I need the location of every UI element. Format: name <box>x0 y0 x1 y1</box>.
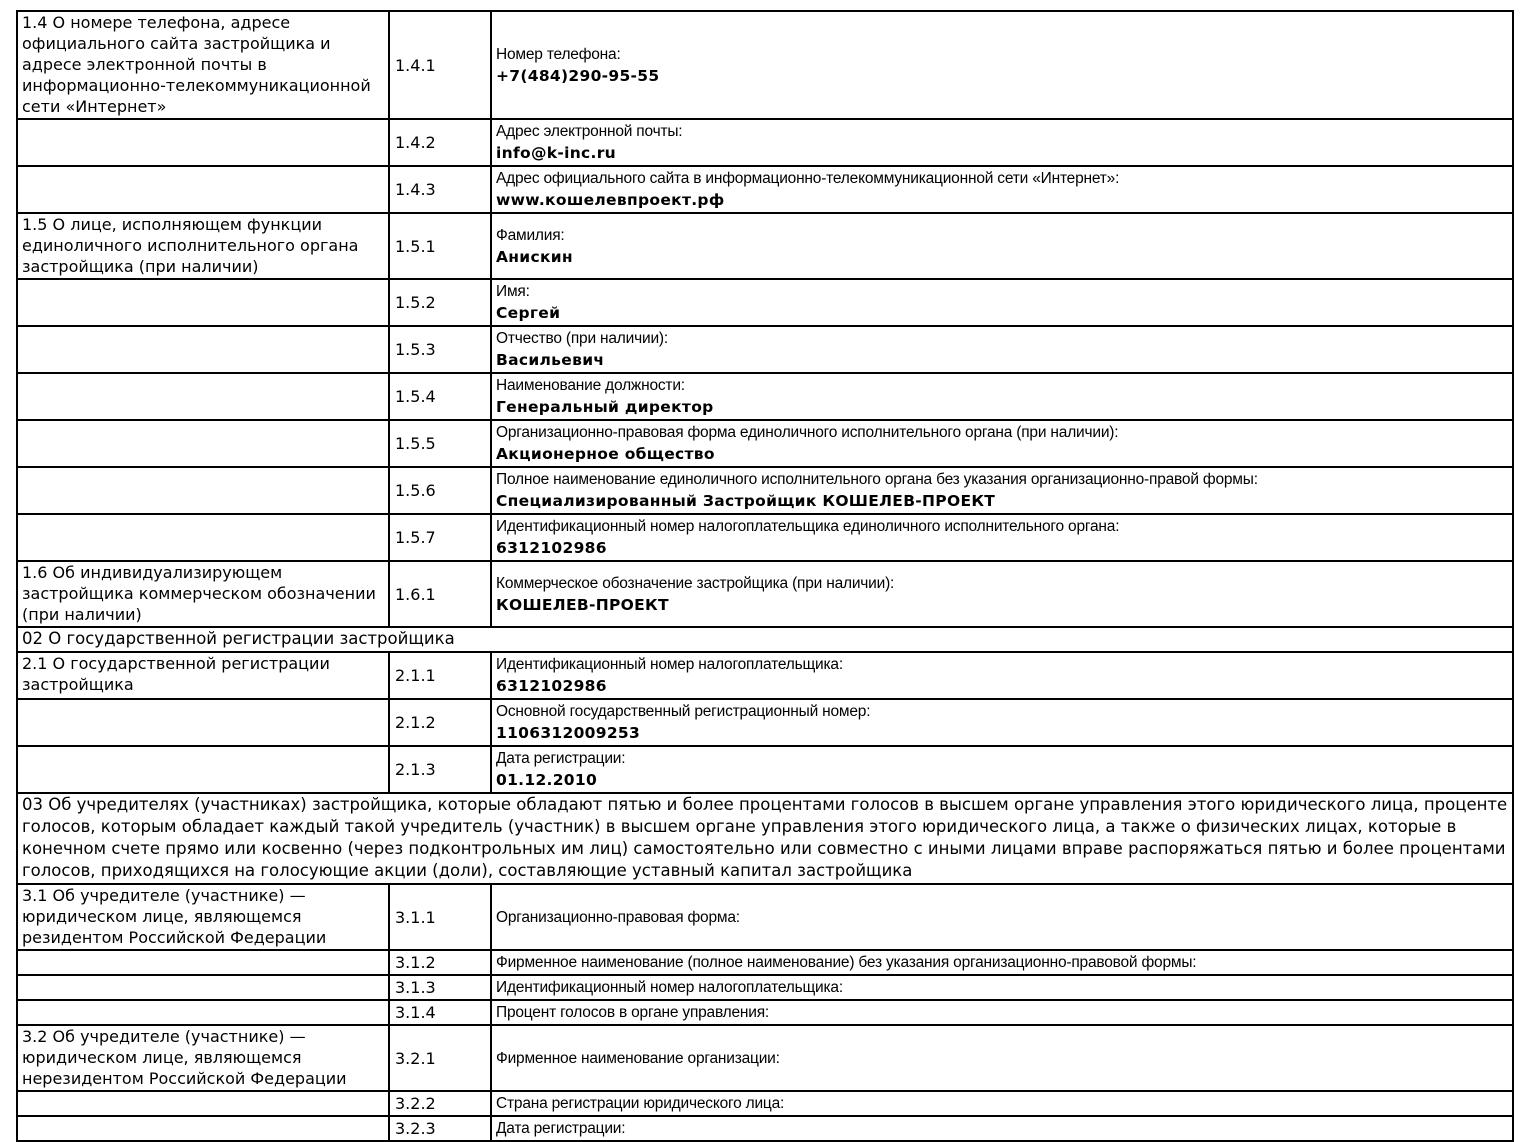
field-label: Процент голосов в органе управления: <box>496 1004 770 1021</box>
item-content-cell <box>491 166 1513 213</box>
section-title-cell: 3.1 Об учредителе (участнике) — юридическом лице, являющемся резидентом Российской Федерации <box>17 884 389 950</box>
item-number-cell: 2.1.1 <box>389 652 491 699</box>
item-number-cell: 1.4.1 <box>389 11 491 119</box>
section-title-cell: 1.6 Об индивидуализирующем застройщика коммерческом обозначении (при наличии) <box>17 561 389 627</box>
field-value: КОШЕЛЕВ-ПРОЕКТ <box>496 595 669 614</box>
item-number-cell: 3.2.1 <box>389 1025 491 1091</box>
field-label: Номер телефона: <box>496 45 621 63</box>
field-label: Страна регистрации юридического лица: <box>496 1095 785 1112</box>
section-title-cell <box>17 1116 389 1141</box>
table-row <box>17 279 1513 326</box>
item-content-cell <box>491 467 1513 514</box>
field-label: Полное наименование единоличного исполнительного органа без указания организационно-правой формы: <box>496 471 1258 488</box>
section-title-cell <box>17 420 389 467</box>
table-row <box>17 699 1513 746</box>
field-label: Основной государственный регистрационный номер: <box>496 703 871 720</box>
item-content-cell <box>491 652 1513 699</box>
field-label: Имя: <box>496 283 530 300</box>
item-number-cell: 1.5.2 <box>389 279 491 326</box>
item-content-cell <box>491 1025 1513 1091</box>
item-content-cell <box>491 1000 1513 1025</box>
section-title-cell <box>17 119 389 166</box>
field-label: Отчество (при наличии): <box>496 330 668 347</box>
item-number-cell: 1.5.4 <box>389 373 491 420</box>
table-row <box>17 11 1513 119</box>
item-number-cell: 1.5.7 <box>389 514 491 561</box>
item-content-cell <box>491 1116 1513 1141</box>
field-label: Организационно-правовая форма: <box>496 908 740 926</box>
declaration-table <box>16 10 1514 1142</box>
item-content-cell <box>491 699 1513 746</box>
field-value: Васильевич <box>496 351 605 369</box>
section-title-cell <box>17 975 389 1000</box>
item-number-cell: 3.2.3 <box>389 1116 491 1141</box>
item-number-cell: 1.5.5 <box>389 420 491 467</box>
item-number-cell: 3.1.2 <box>389 950 491 975</box>
item-number-cell: 3.1.1 <box>389 884 491 950</box>
item-content-cell <box>491 213 1513 279</box>
item-number-cell: 1.5.6 <box>389 467 491 514</box>
field-value: www.кошелевпроект.рф <box>496 191 725 209</box>
item-content-cell <box>491 279 1513 326</box>
section-header-row <box>17 793 1513 884</box>
item-number-cell: 2.1.3 <box>389 746 491 793</box>
field-label: Идентификационный номер налогоплательщика единоличного исполнительного органа: <box>496 518 1120 535</box>
item-number-cell: 2.1.2 <box>389 699 491 746</box>
item-number-cell: 1.4.3 <box>389 166 491 213</box>
field-label: Фирменное наименование организации: <box>496 1049 780 1067</box>
item-content-cell <box>491 119 1513 166</box>
section-title-cell <box>17 699 389 746</box>
table-row <box>17 373 1513 420</box>
item-content-cell <box>491 1091 1513 1116</box>
item-content-cell <box>491 326 1513 373</box>
item-number-cell: 1.4.2 <box>389 119 491 166</box>
section-title-cell <box>17 279 389 326</box>
item-number-cell: 1.6.1 <box>389 561 491 627</box>
table-row <box>17 467 1513 514</box>
item-content-cell <box>491 884 1513 950</box>
table-row <box>17 326 1513 373</box>
table-row <box>17 1025 1513 1091</box>
section-header-cell: 03 Об учредителях (участниках) застройщика, которые обладают пятью и более процентами голосов в высшем органе управления этого юридического лица, проценте голосов, которым обладает каждый такой учредитель (участник) в высшем органе управления этого юридического лица, а также о физических лицах, которые в конечном счете прямо или косвенно (через подконтрольных им лиц) самостоятельно или совместно с иными лицами вправе распоряжаться пятью и более процентами голосов, приходящихся на голосующие акции (доли), составляющие уставный капитал застройщика <box>17 793 1513 884</box>
section-title-cell: 2.1 О государственной регистрации застройщика <box>17 652 389 699</box>
declaration-table-body <box>17 11 1513 1141</box>
table-row <box>17 213 1513 279</box>
section-title-cell <box>17 1000 389 1025</box>
field-value: Специализированный Застройщик КОШЕЛЕВ-ПРОЕКТ <box>496 492 996 510</box>
table-row <box>17 1116 1513 1141</box>
field-label: Дата регистрации: <box>496 750 626 767</box>
section-header-cell: 02 О государственной регистрации застройщика <box>17 627 1513 652</box>
field-value: Сергей <box>496 304 561 322</box>
table-row <box>17 119 1513 166</box>
item-content-cell <box>491 11 1513 119</box>
item-number-cell: 3.2.2 <box>389 1091 491 1116</box>
section-title-cell <box>17 746 389 793</box>
field-label: Дата регистрации: <box>496 1120 626 1137</box>
section-title-cell: 1.5 О лице, исполняющем функции единоличного исполнительного органа застройщика (при наличии) <box>17 213 389 279</box>
section-title-cell: 1.4 О номере телефона, адресе официального сайта застройщика и адресе электронной почты в информационно-телекоммуникационной сети «Интернет» <box>17 11 389 119</box>
table-row <box>17 166 1513 213</box>
table-row <box>17 746 1513 793</box>
field-label: Коммерческое обозначение застройщика (при наличии): <box>496 574 895 592</box>
field-label: Идентификационный номер налогоплательщика: <box>496 979 843 996</box>
item-number-cell: 1.5.1 <box>389 213 491 279</box>
item-content-cell <box>491 975 1513 1000</box>
field-value: 1106312009253 <box>496 724 641 742</box>
section-title-cell <box>17 373 389 420</box>
field-value: Акционерное общество <box>496 445 715 463</box>
item-content-cell <box>491 373 1513 420</box>
item-content-cell <box>491 420 1513 467</box>
section-title-cell <box>17 326 389 373</box>
item-content-cell <box>491 561 1513 627</box>
field-value: Анискин <box>496 247 573 266</box>
field-label: Адрес электронной почты: <box>496 123 683 140</box>
field-value: Генеральный директор <box>496 398 714 416</box>
table-row <box>17 975 1513 1000</box>
field-value: 6312102986 <box>496 677 607 695</box>
table-row <box>17 1000 1513 1025</box>
item-number-cell: 3.1.4 <box>389 1000 491 1025</box>
field-value: info@k-inc.ru <box>496 144 616 162</box>
field-label: Фамилия: <box>496 226 565 244</box>
field-label: Фирменное наименование (полное наименование) без указания организационно-правовой формы: <box>496 954 1197 971</box>
table-row <box>17 514 1513 561</box>
section-title-cell <box>17 950 389 975</box>
table-row <box>17 561 1513 627</box>
item-number-cell: 3.1.3 <box>389 975 491 1000</box>
item-content-cell <box>491 514 1513 561</box>
table-row <box>17 950 1513 975</box>
section-title-cell <box>17 514 389 561</box>
table-row <box>17 652 1513 699</box>
item-number-cell: 1.5.3 <box>389 326 491 373</box>
field-value: +7(484)290-95-55 <box>496 66 660 85</box>
table-row <box>17 884 1513 950</box>
section-title-cell <box>17 1091 389 1116</box>
field-label: Адрес официального сайта в информационно-телекоммуникационной сети «Интернет»: <box>496 170 1120 187</box>
section-header-row <box>17 627 1513 652</box>
item-content-cell <box>491 746 1513 793</box>
section-title-cell <box>17 166 389 213</box>
field-label: Идентификационный номер налогоплательщика: <box>496 656 843 673</box>
item-content-cell <box>491 950 1513 975</box>
table-row <box>17 1091 1513 1116</box>
field-value: 6312102986 <box>496 539 607 557</box>
field-label: Наименование должности: <box>496 377 685 394</box>
table-row <box>17 420 1513 467</box>
field-label: Организационно-правовая форма единоличного исполнительного органа (при наличии): <box>496 424 1119 441</box>
section-title-cell: 3.2 Об учредителе (участнике) — юридическом лице, являющемся нерезидентом Российской Федерации <box>17 1025 389 1091</box>
section-title-cell <box>17 467 389 514</box>
field-value: 01.12.2010 <box>496 771 598 789</box>
